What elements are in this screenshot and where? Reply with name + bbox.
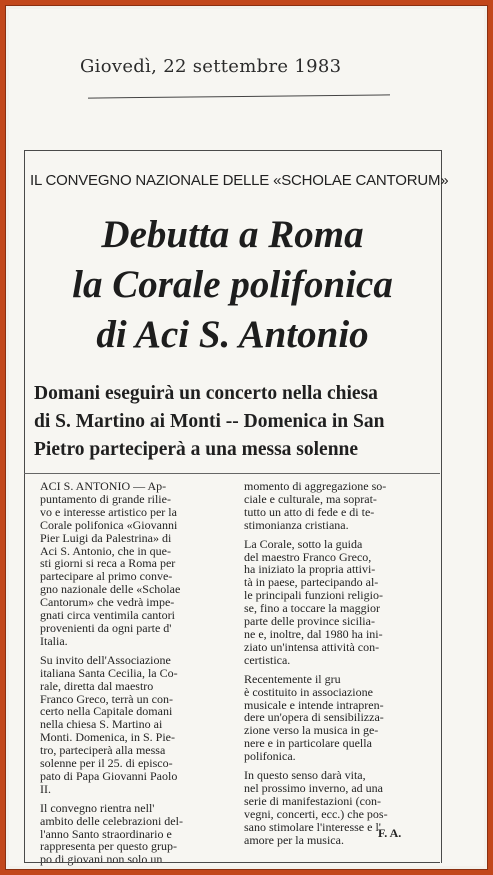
headline: [40, 210, 425, 360]
text-line: certistica.: [244, 652, 291, 667]
author-signature: F. A.: [378, 826, 402, 840]
subheadline-line: di S. Martino ai Monti -- Domenica in San: [34, 411, 385, 432]
text-line: puntamento di grande rilie-: [40, 491, 171, 506]
issue-date: Giovedì, 22 settembre 1983: [80, 56, 342, 77]
text-line: nere e in particolare quella: [244, 736, 372, 751]
text-line: ha iniziato la propria attivi-: [244, 562, 376, 577]
text-line: se, fino a toccare la maggior: [244, 601, 380, 616]
text-line: Corale polifonica «Giovanni: [40, 517, 178, 532]
text-line: polifonica.: [244, 749, 296, 764]
text-line: gnati circa ventimila cantori: [40, 608, 175, 623]
text-line: musicale e intende intrapren-: [244, 697, 384, 712]
text-line: italiana Santa Cecilia, la Co-: [40, 665, 178, 680]
subheadline-divider: [24, 473, 440, 474]
article-kicker: IL CONVEGNO NAZIONALE DELLE «SCHOLAE CANTORUM»: [30, 172, 449, 189]
paragraph: [234, 538, 424, 667]
text-line: rappresenta per questo grup-: [40, 839, 177, 854]
text-line: certo nella Capitale domani: [40, 704, 173, 719]
text-line: Pier Luigi da Palestrina» di: [40, 530, 172, 545]
text-line: II.: [40, 781, 51, 796]
text-line: Franco Greco, terrà un con-: [40, 691, 173, 706]
text-line: ambito delle celebrazioni del-: [40, 813, 183, 828]
text-line: Cantorum» che vedrà impe-: [40, 595, 175, 610]
text-line: ACI S. ANTONIO — Ap-: [40, 479, 167, 493]
text-line: tro, parteciperà alla messa: [40, 743, 166, 758]
text-line: dere un'opera di sensibilizza-: [244, 710, 384, 725]
text-line: gno nazionale delle «Scholae: [40, 582, 181, 597]
headline-line: la Corale polifonica: [72, 263, 393, 306]
text-line: amore per la musica.: [244, 832, 344, 847]
text-line: vo e interesse artistico per la: [40, 504, 177, 519]
text-line: tutto un atto di fede e di te-: [244, 504, 375, 519]
text-line: zione verso la musica in ge-: [244, 723, 379, 738]
text-line: nella chiesa S. Martino ai: [40, 717, 163, 732]
left-column: [30, 480, 220, 872]
text-line: parte delle province sicilia-: [244, 614, 375, 629]
text-line: Monti. Domenica, in S. Pie-: [40, 730, 175, 745]
subheadline: [34, 380, 420, 464]
text-line: momento di aggregazione so-: [244, 479, 387, 493]
text-line: Il convegno rientra nell': [40, 800, 155, 815]
text-line: ne e, inoltre, dal 1980 ha ini-: [244, 626, 383, 641]
text-line: partecipare al primo conve-: [40, 569, 173, 584]
text-line: del maestro Franco Greco,: [244, 549, 372, 564]
text-line: ziato un'intensa attività con-: [244, 639, 380, 654]
headline-line: Debutta a Roma: [101, 213, 364, 256]
text-line: è costituito in associazione: [244, 684, 373, 699]
text-line: nel prossimo inverno, ad una: [244, 780, 383, 795]
text-line: sti giorni si reca a Roma per: [40, 556, 176, 571]
text-line: Aci S. Antonio, che in que-: [40, 543, 171, 558]
paragraph: [30, 654, 220, 796]
text-line: serie di manifestazioni (con-: [244, 793, 381, 808]
bottom-divider: [24, 862, 440, 863]
text-line: ciale e culturale, ma soprat-: [244, 491, 377, 506]
text-line: rale, diretta dal maestro: [40, 678, 154, 693]
paragraph: [234, 673, 424, 763]
text-line: stimonianza cristiana.: [244, 517, 349, 532]
text-line: l'anno Santo straordinario e: [40, 826, 172, 841]
paragraph: [30, 480, 220, 648]
subheadline-line: Domani eseguirà un concerto nella chiesa: [34, 383, 378, 404]
text-line: le principali funzioni religio-: [244, 588, 383, 603]
text-line: La Corale, sotto la guida: [244, 536, 363, 551]
subheadline-line: Pietro parteciperà a una messa solenne: [34, 439, 359, 460]
text-line: solenne per il 25. di episco-: [40, 756, 173, 771]
text-line: po di giovani non solo un: [40, 852, 163, 867]
right-column: [234, 480, 424, 852]
text-line: Su invito dell'Associazione: [40, 652, 171, 667]
headline-line: di Aci S. Antonio: [96, 313, 369, 356]
text-line: provenienti da ogni parte d': [40, 620, 172, 635]
text-line: Italia.: [40, 633, 68, 648]
text-line: tà in paese, partecipando al-: [244, 575, 379, 590]
paragraph: [234, 480, 424, 532]
text-line: pato di Papa Giovanni Paolo: [40, 768, 178, 783]
text-line: In questo senso darà vita,: [244, 768, 366, 783]
text-line: Recentemente il gru: [244, 671, 341, 686]
text-line: vegni, concerti, ecc.) che pos-: [244, 806, 388, 821]
text-line: sano stimolare l'interesse e l': [244, 819, 381, 834]
paragraph: [30, 802, 220, 867]
